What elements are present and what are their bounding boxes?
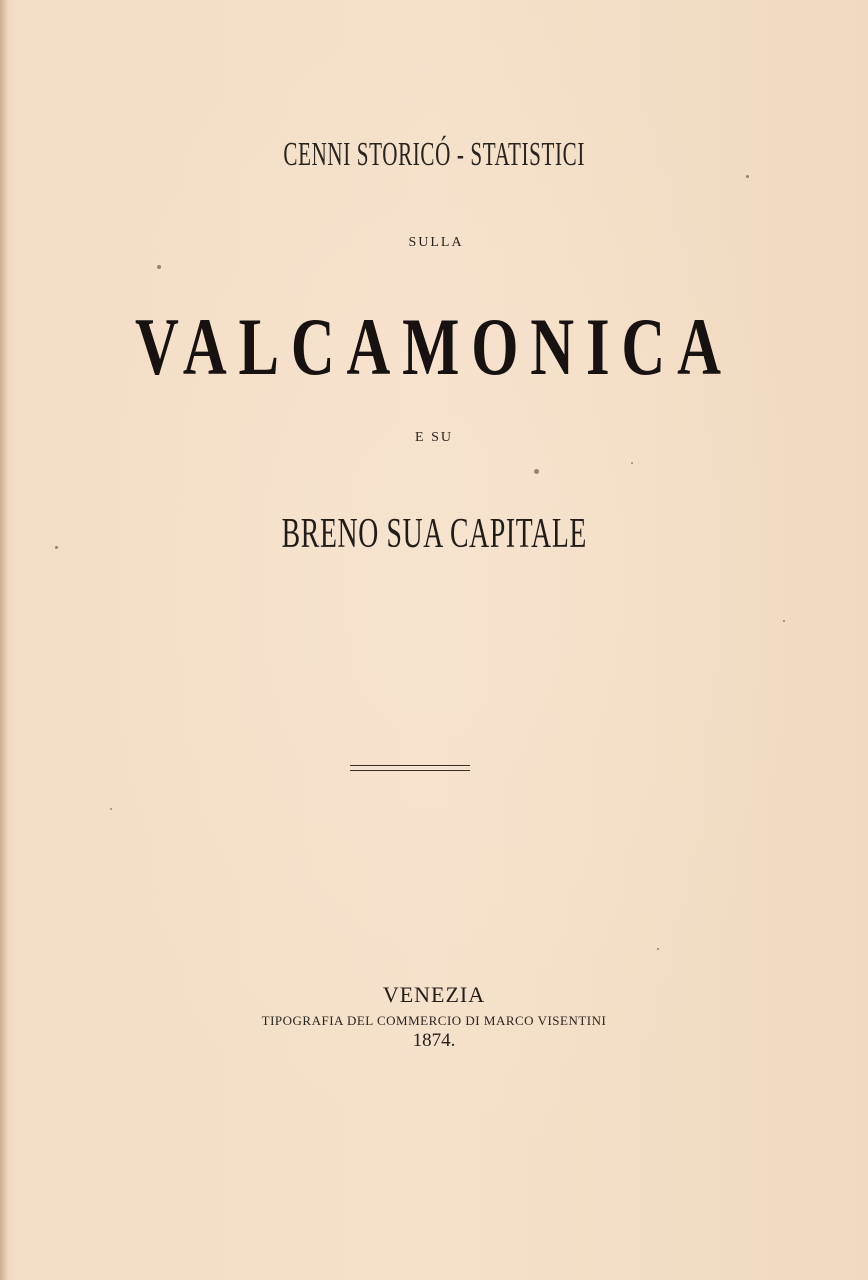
decorative-rule-bottom bbox=[350, 770, 470, 771]
connector-e-su: E SU bbox=[415, 430, 453, 445]
paper-speck bbox=[657, 948, 659, 950]
decorative-rule-top bbox=[350, 765, 470, 766]
paper-speck bbox=[746, 175, 749, 178]
paper-speck bbox=[534, 469, 539, 474]
imprint-year: 1874. bbox=[412, 1030, 456, 1051]
imprint-printer: TIPOGRAFIA DEL COMMERCIO DI MARCO VISENTINI bbox=[261, 1013, 607, 1028]
paper-speck bbox=[110, 808, 112, 810]
main-title-text: VALCAMONICA bbox=[135, 301, 733, 392]
paper-speck bbox=[783, 620, 785, 622]
main-title bbox=[0, 300, 868, 394]
second-title-text: BRENO SUA CAPITALE bbox=[281, 511, 587, 557]
imprint-city: VENEZIA bbox=[382, 982, 486, 1007]
second-title bbox=[0, 510, 868, 558]
subtitle-text: CENNI STORICÓ - STATISTICI bbox=[283, 136, 585, 173]
page-edge-shadow bbox=[0, 0, 8, 1280]
paper-speck bbox=[631, 462, 633, 464]
paper-speck bbox=[55, 546, 58, 549]
subtitle bbox=[0, 136, 868, 174]
paper-speck bbox=[157, 265, 161, 269]
connector-sulla: SULLA bbox=[408, 235, 464, 250]
